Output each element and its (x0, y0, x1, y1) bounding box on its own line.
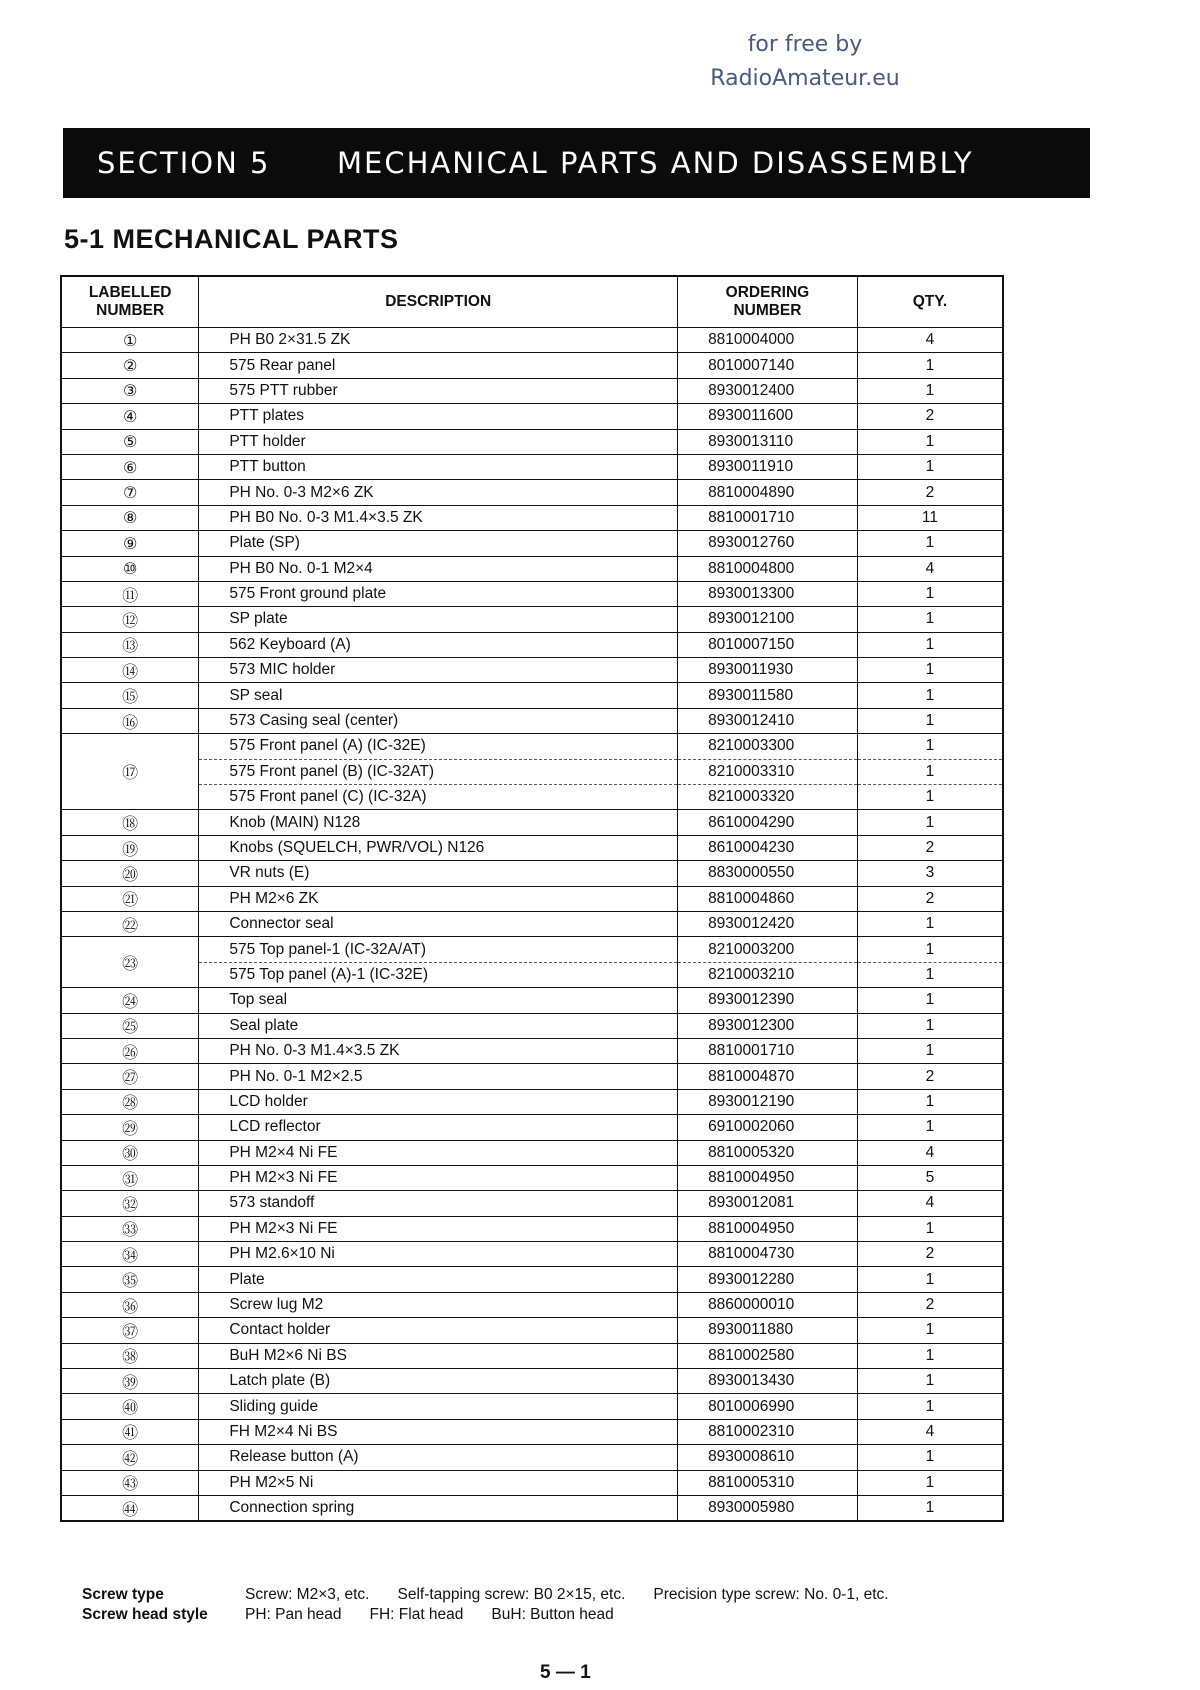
table-row (61, 1216, 1003, 1241)
table-row (61, 404, 1003, 429)
table-row (61, 911, 1003, 936)
table-row (61, 683, 1003, 708)
ordering-number: 8810004870 (678, 1064, 858, 1089)
quantity: 1 (857, 1445, 1003, 1470)
ordering-number: 8930012100 (678, 607, 858, 632)
table-row (61, 1470, 1003, 1495)
quantity: 1 (857, 607, 1003, 632)
labelled-number: ⑮ (61, 683, 199, 708)
ordering-number: 8930011880 (678, 1318, 858, 1343)
table-row (61, 353, 1003, 378)
quantity: 4 (857, 556, 1003, 581)
table-row (61, 378, 1003, 403)
ordering-number: 8930012280 (678, 1267, 858, 1292)
table-body (61, 328, 1003, 1522)
screw-head-item: FH: Flat head (369, 1606, 464, 1623)
labelled-number: ⑱ (61, 810, 199, 835)
screw-type-key: Screw type (82, 1586, 164, 1603)
quantity: 4 (857, 1191, 1003, 1216)
ordering-number: 8610004230 (678, 835, 858, 860)
quantity: 1 (857, 1318, 1003, 1343)
quantity: 1 (857, 1013, 1003, 1038)
ordering-number: 8930008610 (678, 1445, 858, 1470)
ordering-number: 8210003320 (678, 785, 858, 810)
labelled-number: ④ (61, 404, 199, 429)
quantity: 1 (857, 683, 1003, 708)
ordering-number: 8810004000 (678, 328, 858, 353)
quantity: 2 (857, 404, 1003, 429)
screw-head-row (82, 1605, 917, 1625)
table-row (61, 1419, 1003, 1444)
labelled-number: ㊱ (61, 1292, 199, 1317)
watermark (690, 28, 920, 96)
table-row (61, 1089, 1003, 1114)
labelled-number: ㉛ (61, 1165, 199, 1190)
labelled-number: ⑲ (61, 835, 199, 860)
screw-type-row (82, 1585, 917, 1605)
quantity: 1 (857, 1267, 1003, 1292)
quantity: 1 (857, 1343, 1003, 1368)
part-description: PH No. 0-3 M1.4×3.5 ZK (199, 1038, 678, 1063)
labelled-number: ㊶ (61, 1419, 199, 1444)
labelled-number: ⑭ (61, 658, 199, 683)
labelled-number: ㉚ (61, 1140, 199, 1165)
table-row (61, 810, 1003, 835)
labelled-number: ㊹ (61, 1495, 199, 1521)
table-row (61, 1318, 1003, 1343)
ordering-number: 8830000550 (678, 861, 858, 886)
screw-head-item: BuH: Button head (491, 1606, 614, 1623)
notes (82, 1585, 917, 1625)
quantity: 1 (857, 632, 1003, 657)
labelled-number: ㉓ (61, 937, 199, 988)
labelled-number: ㉔ (61, 988, 199, 1013)
part-description: 573 MIC holder (199, 658, 678, 683)
mechanical-parts-table (60, 275, 1004, 1522)
ordering-number: 8930011910 (678, 454, 858, 479)
labelled-number: ㊸ (61, 1470, 199, 1495)
quantity: 1 (857, 353, 1003, 378)
table-row (61, 835, 1003, 860)
part-description: PH M2×3 Ni FE (199, 1216, 678, 1241)
labelled-number: ⑯ (61, 708, 199, 733)
ordering-number: 8930012390 (678, 988, 858, 1013)
table-row (61, 1267, 1003, 1292)
quantity: 1 (857, 937, 1003, 962)
part-description: Knob (MAIN) N128 (199, 810, 678, 835)
table-row (61, 505, 1003, 530)
quantity: 2 (857, 886, 1003, 911)
ordering-number: 8810001710 (678, 505, 858, 530)
screw-type-item: Precision type screw: No. 0-1, etc. (653, 1586, 889, 1603)
ordering-number: 8810005320 (678, 1140, 858, 1165)
quantity: 4 (857, 328, 1003, 353)
ordering-number: 8930011930 (678, 658, 858, 683)
ordering-number: 8930012300 (678, 1013, 858, 1038)
labelled-number: ③ (61, 378, 199, 403)
quantity: 1 (857, 454, 1003, 479)
labelled-number: ⑧ (61, 505, 199, 530)
quantity: 2 (857, 480, 1003, 505)
table-row (61, 1292, 1003, 1317)
table-row (61, 1242, 1003, 1267)
ordering-number: 8210003210 (678, 962, 858, 987)
table-row (61, 785, 1003, 810)
ordering-number: 8810005310 (678, 1470, 858, 1495)
part-description: 575 PTT rubber (199, 378, 678, 403)
table-row (61, 1343, 1003, 1368)
labelled-number: ㉒ (61, 911, 199, 936)
ordering-number: 8810002580 (678, 1343, 858, 1368)
part-description: Knobs (SQUELCH, PWR/VOL) N126 (199, 835, 678, 860)
labelled-number: ⑫ (61, 607, 199, 632)
ordering-number: 6910002060 (678, 1115, 858, 1140)
quantity: 1 (857, 1470, 1003, 1495)
ordering-number: 8930013110 (678, 429, 858, 454)
subsection-title: 5-1 MECHANICAL PARTS (64, 224, 399, 254)
labelled-number: ⑪ (61, 581, 199, 606)
header-description: DESCRIPTION (199, 276, 678, 328)
part-description: 575 Front ground plate (199, 581, 678, 606)
quantity: 1 (857, 759, 1003, 784)
labelled-number: ㉙ (61, 1115, 199, 1140)
ordering-number: 8810004800 (678, 556, 858, 581)
quantity: 1 (857, 531, 1003, 556)
screw-type-item: Self-tapping screw: B0 2×15, etc. (397, 1586, 626, 1603)
table-row (61, 861, 1003, 886)
ordering-number: 8930012410 (678, 708, 858, 733)
table-row (61, 1140, 1003, 1165)
part-description: 573 Casing seal (center) (199, 708, 678, 733)
part-description: PH No. 0-1 M2×2.5 (199, 1064, 678, 1089)
ordering-number: 8930012190 (678, 1089, 858, 1114)
ordering-number: 8930012400 (678, 378, 858, 403)
part-description: 575 Rear panel (199, 353, 678, 378)
part-description: 562 Keyboard (A) (199, 632, 678, 657)
table-row (61, 1394, 1003, 1419)
quantity: 1 (857, 988, 1003, 1013)
ordering-number: 8010007150 (678, 632, 858, 657)
labelled-number: ⑨ (61, 531, 199, 556)
table-row (61, 1165, 1003, 1190)
table-row (61, 1369, 1003, 1394)
ordering-number: 8210003310 (678, 759, 858, 784)
ordering-number: 8810004860 (678, 886, 858, 911)
quantity: 1 (857, 1089, 1003, 1114)
quantity: 1 (857, 658, 1003, 683)
ordering-number: 8210003200 (678, 937, 858, 962)
quantity: 2 (857, 1064, 1003, 1089)
labelled-number: ㊴ (61, 1369, 199, 1394)
ordering-number: 8810004730 (678, 1242, 858, 1267)
part-description: Connection spring (199, 1495, 678, 1521)
labelled-number: ㉝ (61, 1216, 199, 1241)
header-ordering-line-1: ORDERING (725, 284, 810, 301)
watermark-line-2: RadioAmateur.eu (710, 66, 900, 91)
ordering-number: 8930013300 (678, 581, 858, 606)
part-description: Seal plate (199, 1013, 678, 1038)
labelled-number: ㉜ (61, 1191, 199, 1216)
quantity: 4 (857, 1140, 1003, 1165)
ordering-number: 8810002310 (678, 1419, 858, 1444)
table-row (61, 886, 1003, 911)
labelled-number: ㉘ (61, 1089, 199, 1114)
screw-head-key: Screw head style (82, 1606, 208, 1623)
header-labelled-number (61, 276, 199, 328)
quantity: 1 (857, 1115, 1003, 1140)
quantity: 3 (857, 861, 1003, 886)
labelled-number: ⑬ (61, 632, 199, 657)
part-description: PH M2×5 Ni (199, 1470, 678, 1495)
part-description: LCD reflector (199, 1115, 678, 1140)
labelled-number: ⑳ (61, 861, 199, 886)
table-row (61, 429, 1003, 454)
part-description: Release button (A) (199, 1445, 678, 1470)
part-description: 573 standoff (199, 1191, 678, 1216)
table-row (61, 962, 1003, 987)
part-description: PTT button (199, 454, 678, 479)
table-row (61, 759, 1003, 784)
table-row (61, 480, 1003, 505)
labelled-number: ㉑ (61, 886, 199, 911)
table-row (61, 708, 1003, 733)
table-row (61, 1191, 1003, 1216)
table-row (61, 1013, 1003, 1038)
quantity: 1 (857, 1038, 1003, 1063)
labelled-number: ① (61, 328, 199, 353)
part-description: PTT plates (199, 404, 678, 429)
part-description: Plate (199, 1267, 678, 1292)
ordering-number: 8810004950 (678, 1165, 858, 1190)
section-title: MECHANICAL PARTS AND DISASSEMBLY (337, 146, 974, 180)
table-row (61, 988, 1003, 1013)
labelled-number: ⑩ (61, 556, 199, 581)
part-description: Plate (SP) (199, 531, 678, 556)
header-label-line-1: LABELLED (88, 284, 172, 301)
quantity: 1 (857, 429, 1003, 454)
table-row (61, 1115, 1003, 1140)
labelled-number: ㊷ (61, 1445, 199, 1470)
ordering-number: 8810004950 (678, 1216, 858, 1241)
ordering-number: 8930011600 (678, 404, 858, 429)
labelled-number: ㊵ (61, 1394, 199, 1419)
ordering-number: 8010007140 (678, 353, 858, 378)
table-row (61, 328, 1003, 353)
labelled-number: ㊲ (61, 1318, 199, 1343)
ordering-number: 8930005980 (678, 1495, 858, 1521)
quantity: 1 (857, 911, 1003, 936)
ordering-number: 8810004890 (678, 480, 858, 505)
labelled-number: ⑤ (61, 429, 199, 454)
header-qty: QTY. (857, 276, 1003, 328)
part-description: Sliding guide (199, 1394, 678, 1419)
ordering-number: 8610004290 (678, 810, 858, 835)
part-description: Top seal (199, 988, 678, 1013)
quantity: 1 (857, 734, 1003, 759)
ordering-number: 8210003300 (678, 734, 858, 759)
part-description: SP seal (199, 683, 678, 708)
part-description: 575 Front panel (A) (IC-32E) (199, 734, 678, 759)
part-description: Contact holder (199, 1318, 678, 1343)
quantity: 1 (857, 810, 1003, 835)
table-row (61, 454, 1003, 479)
part-description: PH B0 No. 0-3 M1.4×3.5 ZK (199, 505, 678, 530)
table-header-row (61, 276, 1003, 328)
header-ordering-line-2: NUMBER (733, 302, 802, 319)
table-row (61, 734, 1003, 759)
quantity: 2 (857, 835, 1003, 860)
header-label-line-2: NUMBER (96, 302, 165, 319)
table-row (61, 632, 1003, 657)
ordering-number: 8930013430 (678, 1369, 858, 1394)
quantity: 2 (857, 1242, 1003, 1267)
quantity: 11 (857, 505, 1003, 530)
quantity: 5 (857, 1165, 1003, 1190)
labelled-number: ⑦ (61, 480, 199, 505)
labelled-number: ② (61, 353, 199, 378)
part-description: PTT holder (199, 429, 678, 454)
part-description: 575 Front panel (B) (IC-32AT) (199, 759, 678, 784)
part-description: PH No. 0-3 M2×6 ZK (199, 480, 678, 505)
labelled-number: ㉖ (61, 1038, 199, 1063)
quantity: 1 (857, 785, 1003, 810)
table-row (61, 531, 1003, 556)
section-number: SECTION 5 (97, 146, 271, 180)
ordering-number: 8930012420 (678, 911, 858, 936)
ordering-number: 8860000010 (678, 1292, 858, 1317)
part-description: 575 Front panel (C) (IC-32A) (199, 785, 678, 810)
part-description: Latch plate (B) (199, 1369, 678, 1394)
table-row (61, 1495, 1003, 1521)
header-ordering-number (678, 276, 858, 328)
table-row (61, 658, 1003, 683)
table-row (61, 581, 1003, 606)
part-description: PH M2×3 Ni FE (199, 1165, 678, 1190)
quantity: 1 (857, 1394, 1003, 1419)
table-row (61, 937, 1003, 962)
part-description: PH B0 No. 0-1 M2×4 (199, 556, 678, 581)
quantity: 1 (857, 962, 1003, 987)
part-description: PH M2×4 Ni FE (199, 1140, 678, 1165)
part-description: VR nuts (E) (199, 861, 678, 886)
quantity: 1 (857, 1216, 1003, 1241)
labelled-number: ㊳ (61, 1343, 199, 1368)
ordering-number: 8930011580 (678, 683, 858, 708)
part-description: Screw lug M2 (199, 1292, 678, 1317)
part-description: PH M2.6×10 Ni (199, 1242, 678, 1267)
page-number: 5 — 1 (540, 1662, 591, 1683)
table-row (61, 607, 1003, 632)
ordering-number: 8010006990 (678, 1394, 858, 1419)
ordering-number: 8810001710 (678, 1038, 858, 1063)
labelled-number: ⑥ (61, 454, 199, 479)
ordering-number: 8930012081 (678, 1191, 858, 1216)
part-description: Connector seal (199, 911, 678, 936)
part-description: BuH M2×6 Ni BS (199, 1343, 678, 1368)
quantity: 2 (857, 1292, 1003, 1317)
part-description: PH B0 2×31.5 ZK (199, 328, 678, 353)
ordering-number: 8930012760 (678, 531, 858, 556)
quantity: 1 (857, 1369, 1003, 1394)
labelled-number: ㉟ (61, 1267, 199, 1292)
quantity: 1 (857, 708, 1003, 733)
table-row (61, 1064, 1003, 1089)
labelled-number: ⑰ (61, 734, 199, 810)
quantity: 1 (857, 581, 1003, 606)
screw-type-item: Screw: M2×3, etc. (245, 1586, 370, 1603)
labelled-number: ㉞ (61, 1242, 199, 1267)
quantity: 1 (857, 378, 1003, 403)
section-header-bar (63, 128, 1090, 198)
part-description: SP plate (199, 607, 678, 632)
part-description: PH M2×6 ZK (199, 886, 678, 911)
watermark-line-1: for free by (747, 32, 863, 57)
quantity: 1 (857, 1495, 1003, 1521)
part-description: 575 Top panel-1 (IC-32A/AT) (199, 937, 678, 962)
screw-head-item: PH: Pan head (245, 1606, 342, 1623)
labelled-number: ㉕ (61, 1013, 199, 1038)
quantity: 4 (857, 1419, 1003, 1444)
part-description: LCD holder (199, 1089, 678, 1114)
table-row (61, 1038, 1003, 1063)
labelled-number: ㉗ (61, 1064, 199, 1089)
table-row (61, 1445, 1003, 1470)
table-row (61, 556, 1003, 581)
part-description: 575 Top panel (A)-1 (IC-32E) (199, 962, 678, 987)
part-description: FH M2×4 Ni BS (199, 1419, 678, 1444)
